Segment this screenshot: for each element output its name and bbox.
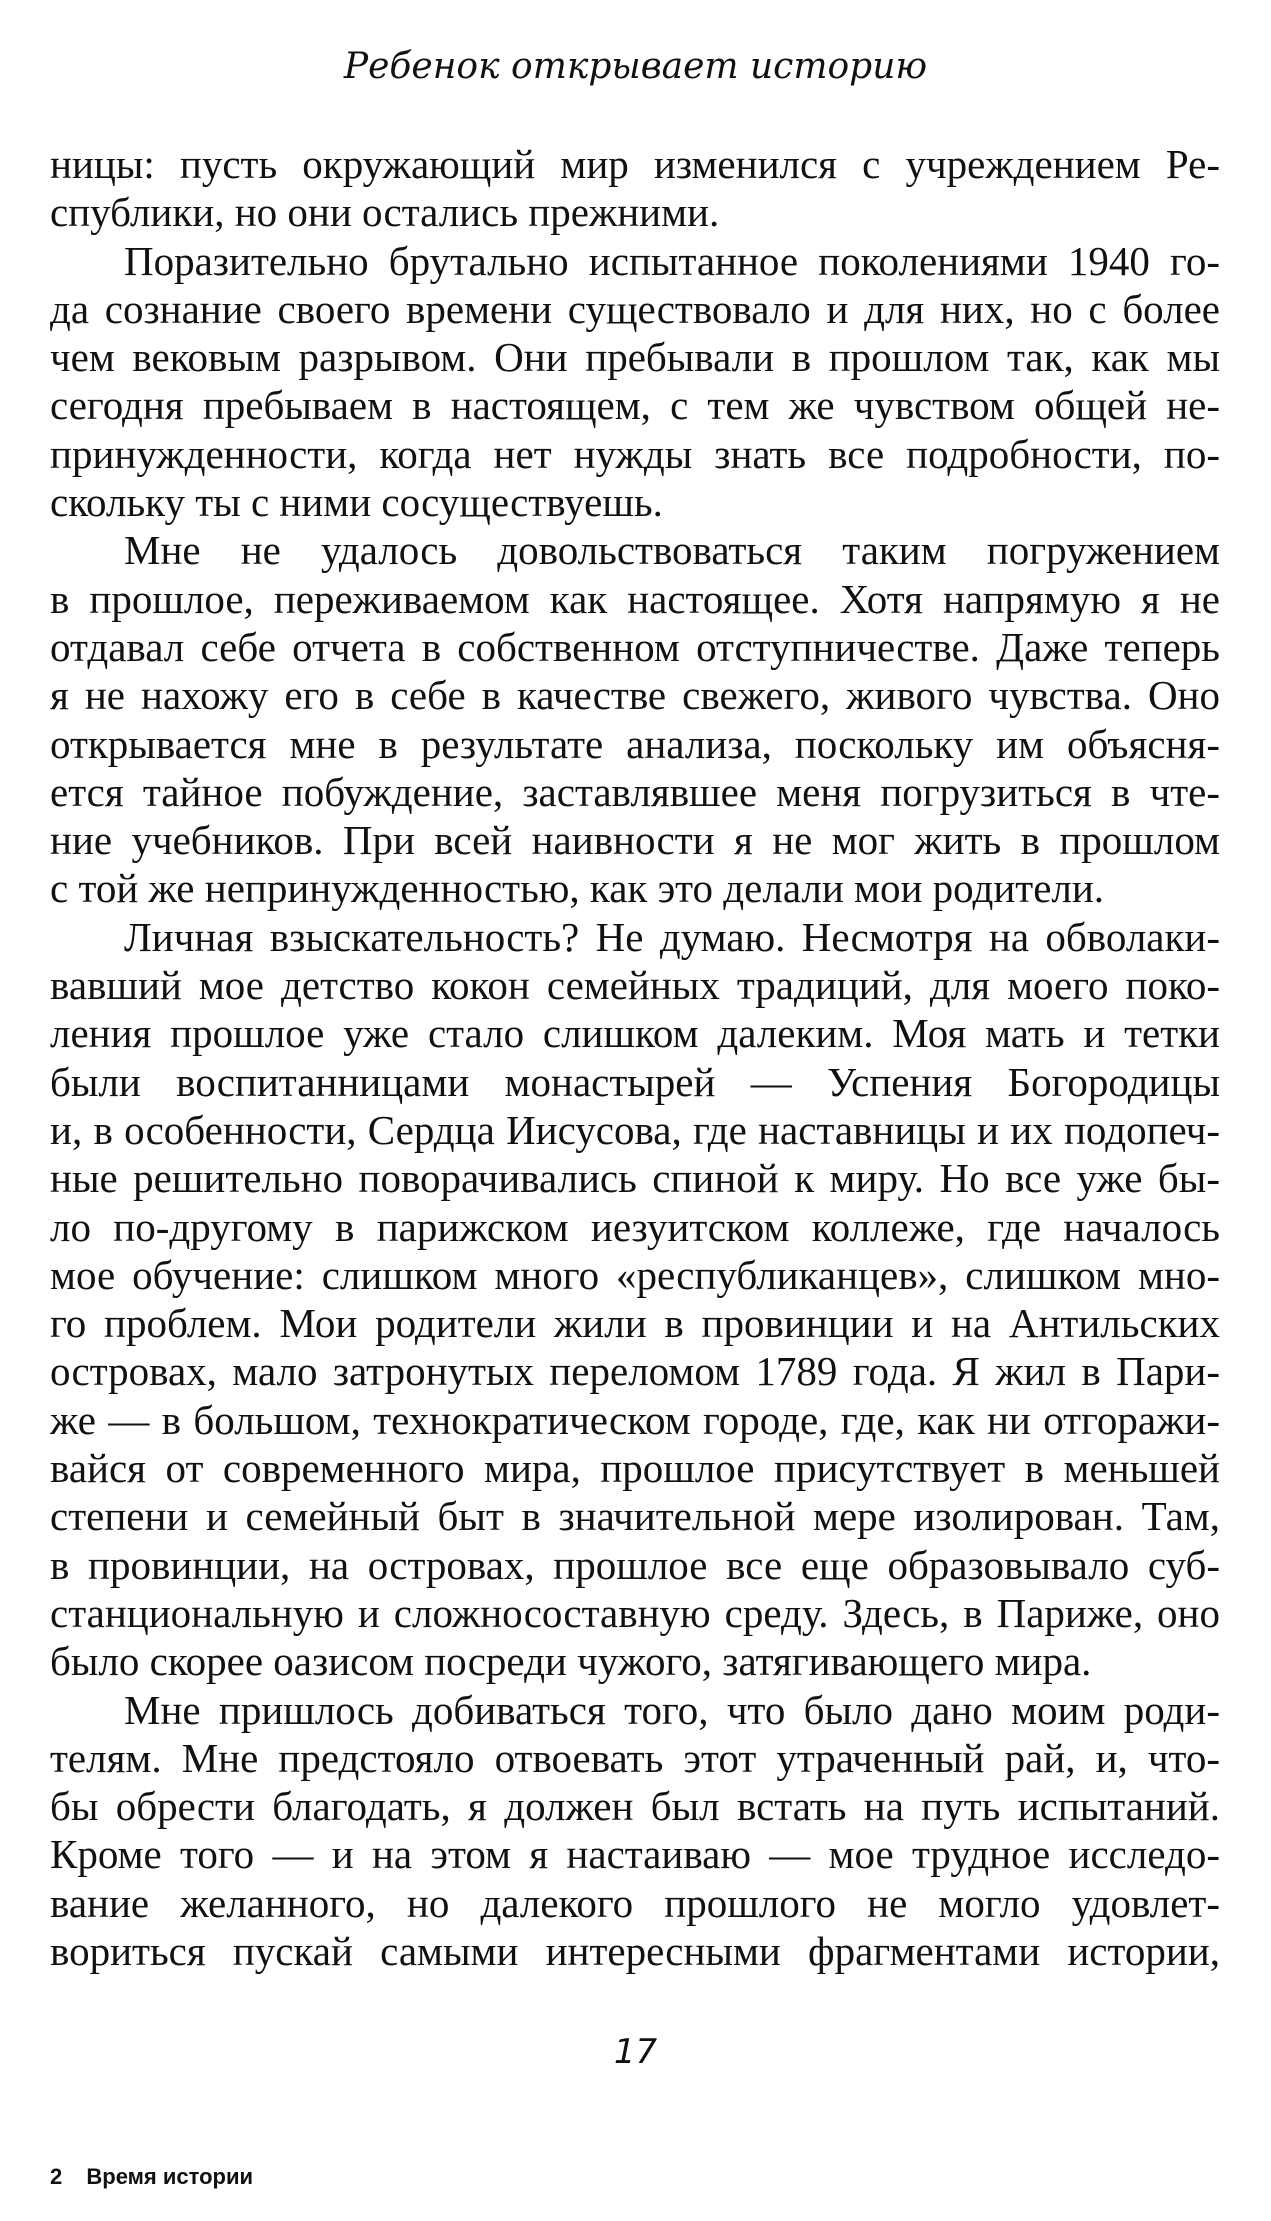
- text-line: станциональную и сложносоставную среду. Здесь, в Париже, оно: [50, 1589, 1220, 1636]
- text-line: ницы: пусть окружающий мир изменился с учреждением Ре-: [50, 141, 1220, 187]
- text-line: были воспитанницами монастырей — Успения Богородицы: [50, 1058, 1220, 1105]
- text-line: я не нахожу его в себе в качестве свежего, живого чувства. Оно: [50, 672, 1220, 719]
- printer-signature: [50, 2162, 253, 2192]
- text-line: Поразительно брутально испытанное поколениями 1940 го-: [124, 237, 1220, 284]
- text-line: ние учебников. При всей наивности я не мог жить в прошлом: [50, 817, 1220, 864]
- text-line: вориться пускай самыми интересными фрагментами истории,: [50, 1927, 1220, 1974]
- text-line: принужденности, когда нет нужды знать все подробности, по-: [50, 430, 1220, 477]
- text-line: в провинции, на островах, прошлое все еще образовывало суб-: [50, 1541, 1220, 1588]
- text-line: чем вековым разрывом. Они пребывали в прошлом так, как мы: [50, 334, 1220, 381]
- signature-number: 2: [50, 2164, 63, 2189]
- text-line: бы обрести благодать, я должен был встать на путь испытаний.: [50, 1783, 1220, 1830]
- text-line: степени и семейный быт в значительной мере изолирован. Там,: [50, 1493, 1220, 1540]
- text-line: же — в большом, технократическом городе, где, как ни отгоражи-: [50, 1396, 1220, 1443]
- text-line: ется тайное побуждение, заставлявшее меня погрузиться в чте-: [50, 768, 1220, 815]
- paragraph: [50, 237, 1220, 527]
- paragraph: [50, 526, 1220, 912]
- text-line: ные решительно поворачивались спиной к миру. Но все уже бы-: [50, 1155, 1220, 1202]
- text-line: открывается мне в результате анализа, поскольку им объясня-: [50, 720, 1220, 767]
- paragraph: [50, 140, 1220, 237]
- paragraph: [50, 913, 1220, 1686]
- signature-title: Время истории: [86, 2164, 254, 2189]
- text-line: островах, мало затронутых переломом 1789 года. Я жил в Пари-: [50, 1348, 1220, 1395]
- page-number: 17: [613, 2032, 658, 2072]
- text-line: да сознание своего времени существовало и для них, но с более: [50, 285, 1220, 332]
- text-line: отдавал себе отчета в собственном отступничестве. Даже теперь: [50, 623, 1220, 670]
- text-line: и, в особенности, Сердца Иисусова, где наставницы и их подопеч-: [50, 1106, 1220, 1153]
- running-header: Ребенок открывает историю: [343, 46, 928, 87]
- text-line: Личная взыскательность? Не думаю. Несмотря на обволаки-: [124, 913, 1220, 960]
- text-line: вайся от современного мира, прошлое присутствует в меньшей: [50, 1445, 1220, 1492]
- paragraph: [50, 1686, 1220, 1976]
- text-line: ло по-другому в парижском иезуитском коллеже, где началось: [50, 1203, 1220, 1250]
- text-line: го проблем. Мои родители жили в провинции и на Антильских: [50, 1300, 1220, 1347]
- text-line: в прошлое, переживаемом как настоящее. Хотя напрямую я не: [50, 575, 1220, 622]
- text-line: скольку ты с ними сосуществуешь.: [50, 479, 663, 526]
- text-line: вание желанного, но далекого прошлого не могло удовлет-: [50, 1879, 1220, 1926]
- text-line: Мне пришлось добиваться того, что было дано моим роди-: [124, 1686, 1220, 1733]
- text-line: спублики, но они остались прежними.: [50, 189, 720, 236]
- body-text: [50, 140, 1220, 1975]
- text-line: ления прошлое уже стало слишком далеким. Моя мать и тетки: [50, 1010, 1220, 1057]
- text-line: телям. Мне предстояло отвоевать этот утраченный рай, и, что-: [50, 1734, 1220, 1781]
- text-line: было скорее оазисом посреди чужого, затягивающего мира.: [50, 1638, 1092, 1685]
- text-line: с той же непринужденностью, как это делали мои родители.: [50, 865, 1105, 912]
- text-line: вавший мое детство кокон семейных традиций, для моего поко-: [50, 962, 1220, 1009]
- text-line: сегодня пребываем в настоящем, с тем же чувством общей не-: [50, 382, 1220, 429]
- text-line: мое обучение: слишком много «республиканцев», слишком мно-: [50, 1251, 1220, 1298]
- text-line: Кроме того — и на этом я настаиваю — мое трудное исследо-: [50, 1831, 1220, 1878]
- text-line: Мне не удалось довольствоваться таким погружением: [124, 527, 1220, 574]
